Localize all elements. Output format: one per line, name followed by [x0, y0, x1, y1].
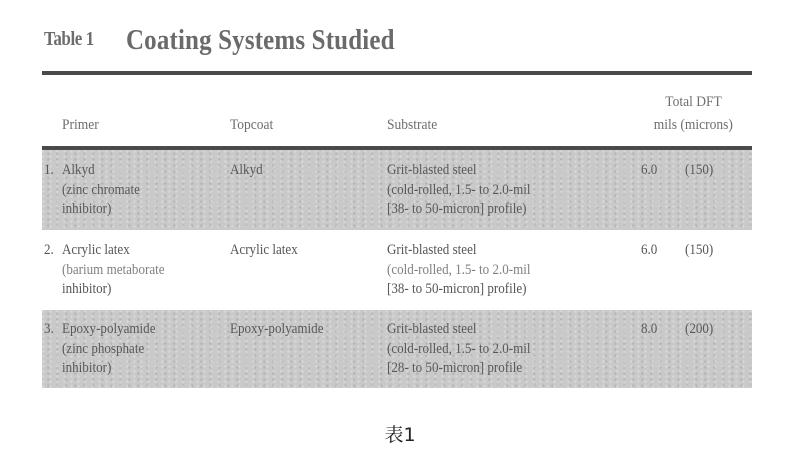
header-dft-line1: Total DFT — [665, 94, 722, 110]
substrate-cell — [387, 320, 531, 379]
topcoat-cell: Acrylic latex — [230, 242, 298, 258]
substrate-line: Grit-blasted steel — [387, 242, 477, 258]
dft-mils: 6.0 — [641, 162, 658, 178]
row-number: 1. — [44, 162, 54, 178]
primer-detail: inhibitor) — [62, 281, 112, 297]
dft-microns: (150) — [685, 242, 714, 258]
primer-name: Epoxy-polyamide — [62, 321, 156, 337]
table-row — [42, 232, 752, 307]
substrate-line: (cold-rolled, 1.5- to 2.0-mil — [387, 340, 531, 357]
figure-caption: 表1 — [384, 424, 416, 446]
row-number: 3. — [44, 321, 54, 337]
header-topcoat: Topcoat — [230, 117, 274, 133]
substrate-line: Grit-blasted steel — [387, 162, 477, 178]
primer-detail: inhibitor) — [62, 360, 112, 376]
title-wrap — [44, 24, 395, 56]
topcoat-cell: Alkyd — [230, 162, 263, 178]
substrate-line: [28- to 50-micron] profile — [387, 360, 523, 376]
primer-detail: (zinc phosphate — [62, 340, 145, 357]
substrate-cell — [387, 241, 531, 300]
primer-name: Acrylic latex — [62, 242, 130, 258]
substrate-cell — [387, 161, 531, 220]
substrate-line: (cold-rolled, 1.5- to 2.0-mil — [387, 261, 531, 278]
table-row — [42, 150, 752, 230]
primer-cell — [44, 161, 140, 220]
substrate-line: [38- to 50-micron] profile) — [387, 281, 527, 297]
header-primer: Primer — [62, 117, 99, 133]
primer-detail: (zinc chromate — [62, 181, 140, 198]
substrate-line: [38- to 50-micron] profile) — [387, 201, 527, 217]
substrate-line: Grit-blasted steel — [387, 321, 477, 337]
dft-microns: (200) — [685, 321, 714, 337]
table-title-text: Coating Systems Studied — [126, 24, 395, 56]
dft-mils: 6.0 — [641, 242, 658, 258]
substrate-line: (cold-rolled, 1.5- to 2.0-mil — [387, 181, 531, 198]
header-substrate: Substrate — [387, 117, 438, 133]
header-dft-line2: mils (microns) — [653, 117, 733, 133]
table-row — [42, 310, 752, 388]
primer-cell — [44, 320, 156, 379]
row-number: 2. — [44, 242, 54, 258]
primer-cell — [44, 241, 165, 300]
table-label: Table 1 — [44, 28, 94, 50]
dft-mils: 8.0 — [641, 321, 658, 337]
dft-microns: (150) — [685, 162, 714, 178]
primer-detail: inhibitor) — [62, 201, 112, 217]
topcoat-cell: Epoxy-polyamide — [230, 321, 324, 337]
top-rule — [42, 71, 752, 75]
primer-name: Alkyd — [62, 162, 95, 178]
primer-detail: (barium metaborate — [62, 261, 165, 278]
